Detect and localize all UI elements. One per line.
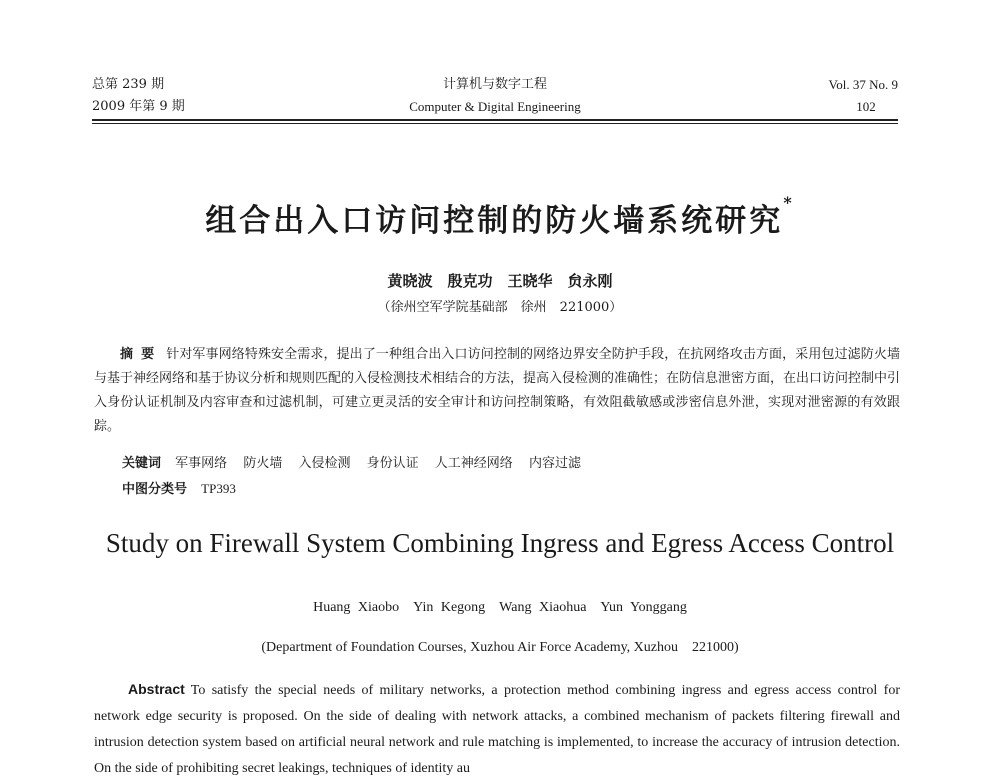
journal-name xyxy=(92,74,898,118)
affiliation-en: (Department of Foundation Courses, Xuzhou Air Force Academy, Xuzhou 221000) xyxy=(261,640,739,655)
abstract-en-text: To satisfy the special needs of military networks, a protection method combining ingress and egress access control for network edge security is proposed. On the side of dealing with network attacks, a combined mechanism of packets filtering firewall and intrusion detection system based on artificial neural network and rule matching is implemented, to increase the accuracy of intrusion detection. On the side of prohibiting secret leakings, techniques of identity au xyxy=(94,683,900,776)
keyword: 内容过滤 xyxy=(528,456,581,471)
total-issue: 总第 239 期 xyxy=(92,77,165,92)
keyword: 人工神经网络 xyxy=(434,456,513,471)
page-number: 102 xyxy=(856,99,876,114)
clc-number xyxy=(122,477,236,502)
keywords-cn-label: 关键词 xyxy=(122,456,162,471)
abstract-cn-label: 摘要 xyxy=(120,347,163,362)
year-issue: 2009 年第 9 期 xyxy=(92,99,185,114)
paper-title-en: Study on Firewall System Combining Ingress and Egress Access Control xyxy=(105,528,895,558)
paper-title-cn-text: 组合出入口访问控制的防火墙系统研究 xyxy=(205,203,784,239)
volume-number: Vol. 37 No. 9 xyxy=(828,77,898,92)
paper-title-cn xyxy=(0,195,1000,240)
journal-name-en: Computer & Digital Engineering xyxy=(409,99,581,114)
volume-info xyxy=(829,74,898,118)
abstract-en xyxy=(94,676,900,782)
authors-en: Huang Xiaobo Yin Kegong Wang Xiaohua Yun Yonggang xyxy=(313,600,687,615)
journal-header xyxy=(92,74,898,118)
clc-value: TP393 xyxy=(201,481,236,496)
clc-label: 中图分类号 xyxy=(122,482,188,497)
authors-cn: 黄晓波 殷克功 王晓华 贠永刚 xyxy=(387,272,613,290)
keyword: 身份认证 xyxy=(366,456,419,471)
abstract-cn-text: 针对军事网络特殊安全需求，提出了一种组合出入口访问控制的网络边界安全防护手段，在抗网络攻击方面，采用包过滤防火墙与基于神经网络和基于协议分析和规则匹配的入侵检测技术相结合的方法，提高入侵检测的准确性；在防信息泄密方面，在出口访问控制中引入身份认证机制及内容审查和过滤机制，可建立更灵活的安全审计和访问控制策略，有效阻截敏感或涉密信息外泄，实现对泄密源的有效跟踪。 xyxy=(94,347,901,434)
affiliation-cn: （徐州空军学院基础部 徐州 221000） xyxy=(377,300,623,315)
funding-footnote-marker: * xyxy=(783,193,795,212)
keyword: 入侵检测 xyxy=(298,456,351,471)
keyword: 军事网络 xyxy=(175,456,228,471)
abstract-cn xyxy=(94,343,900,439)
journal-name-cn: 计算机与数字工程 xyxy=(442,77,547,92)
keywords-cn xyxy=(122,452,593,476)
keyword: 防火墙 xyxy=(243,456,283,471)
abstract-en-label: Abstract xyxy=(128,681,185,697)
header-rule-thick xyxy=(92,119,898,121)
header-rule-thin xyxy=(92,123,898,124)
